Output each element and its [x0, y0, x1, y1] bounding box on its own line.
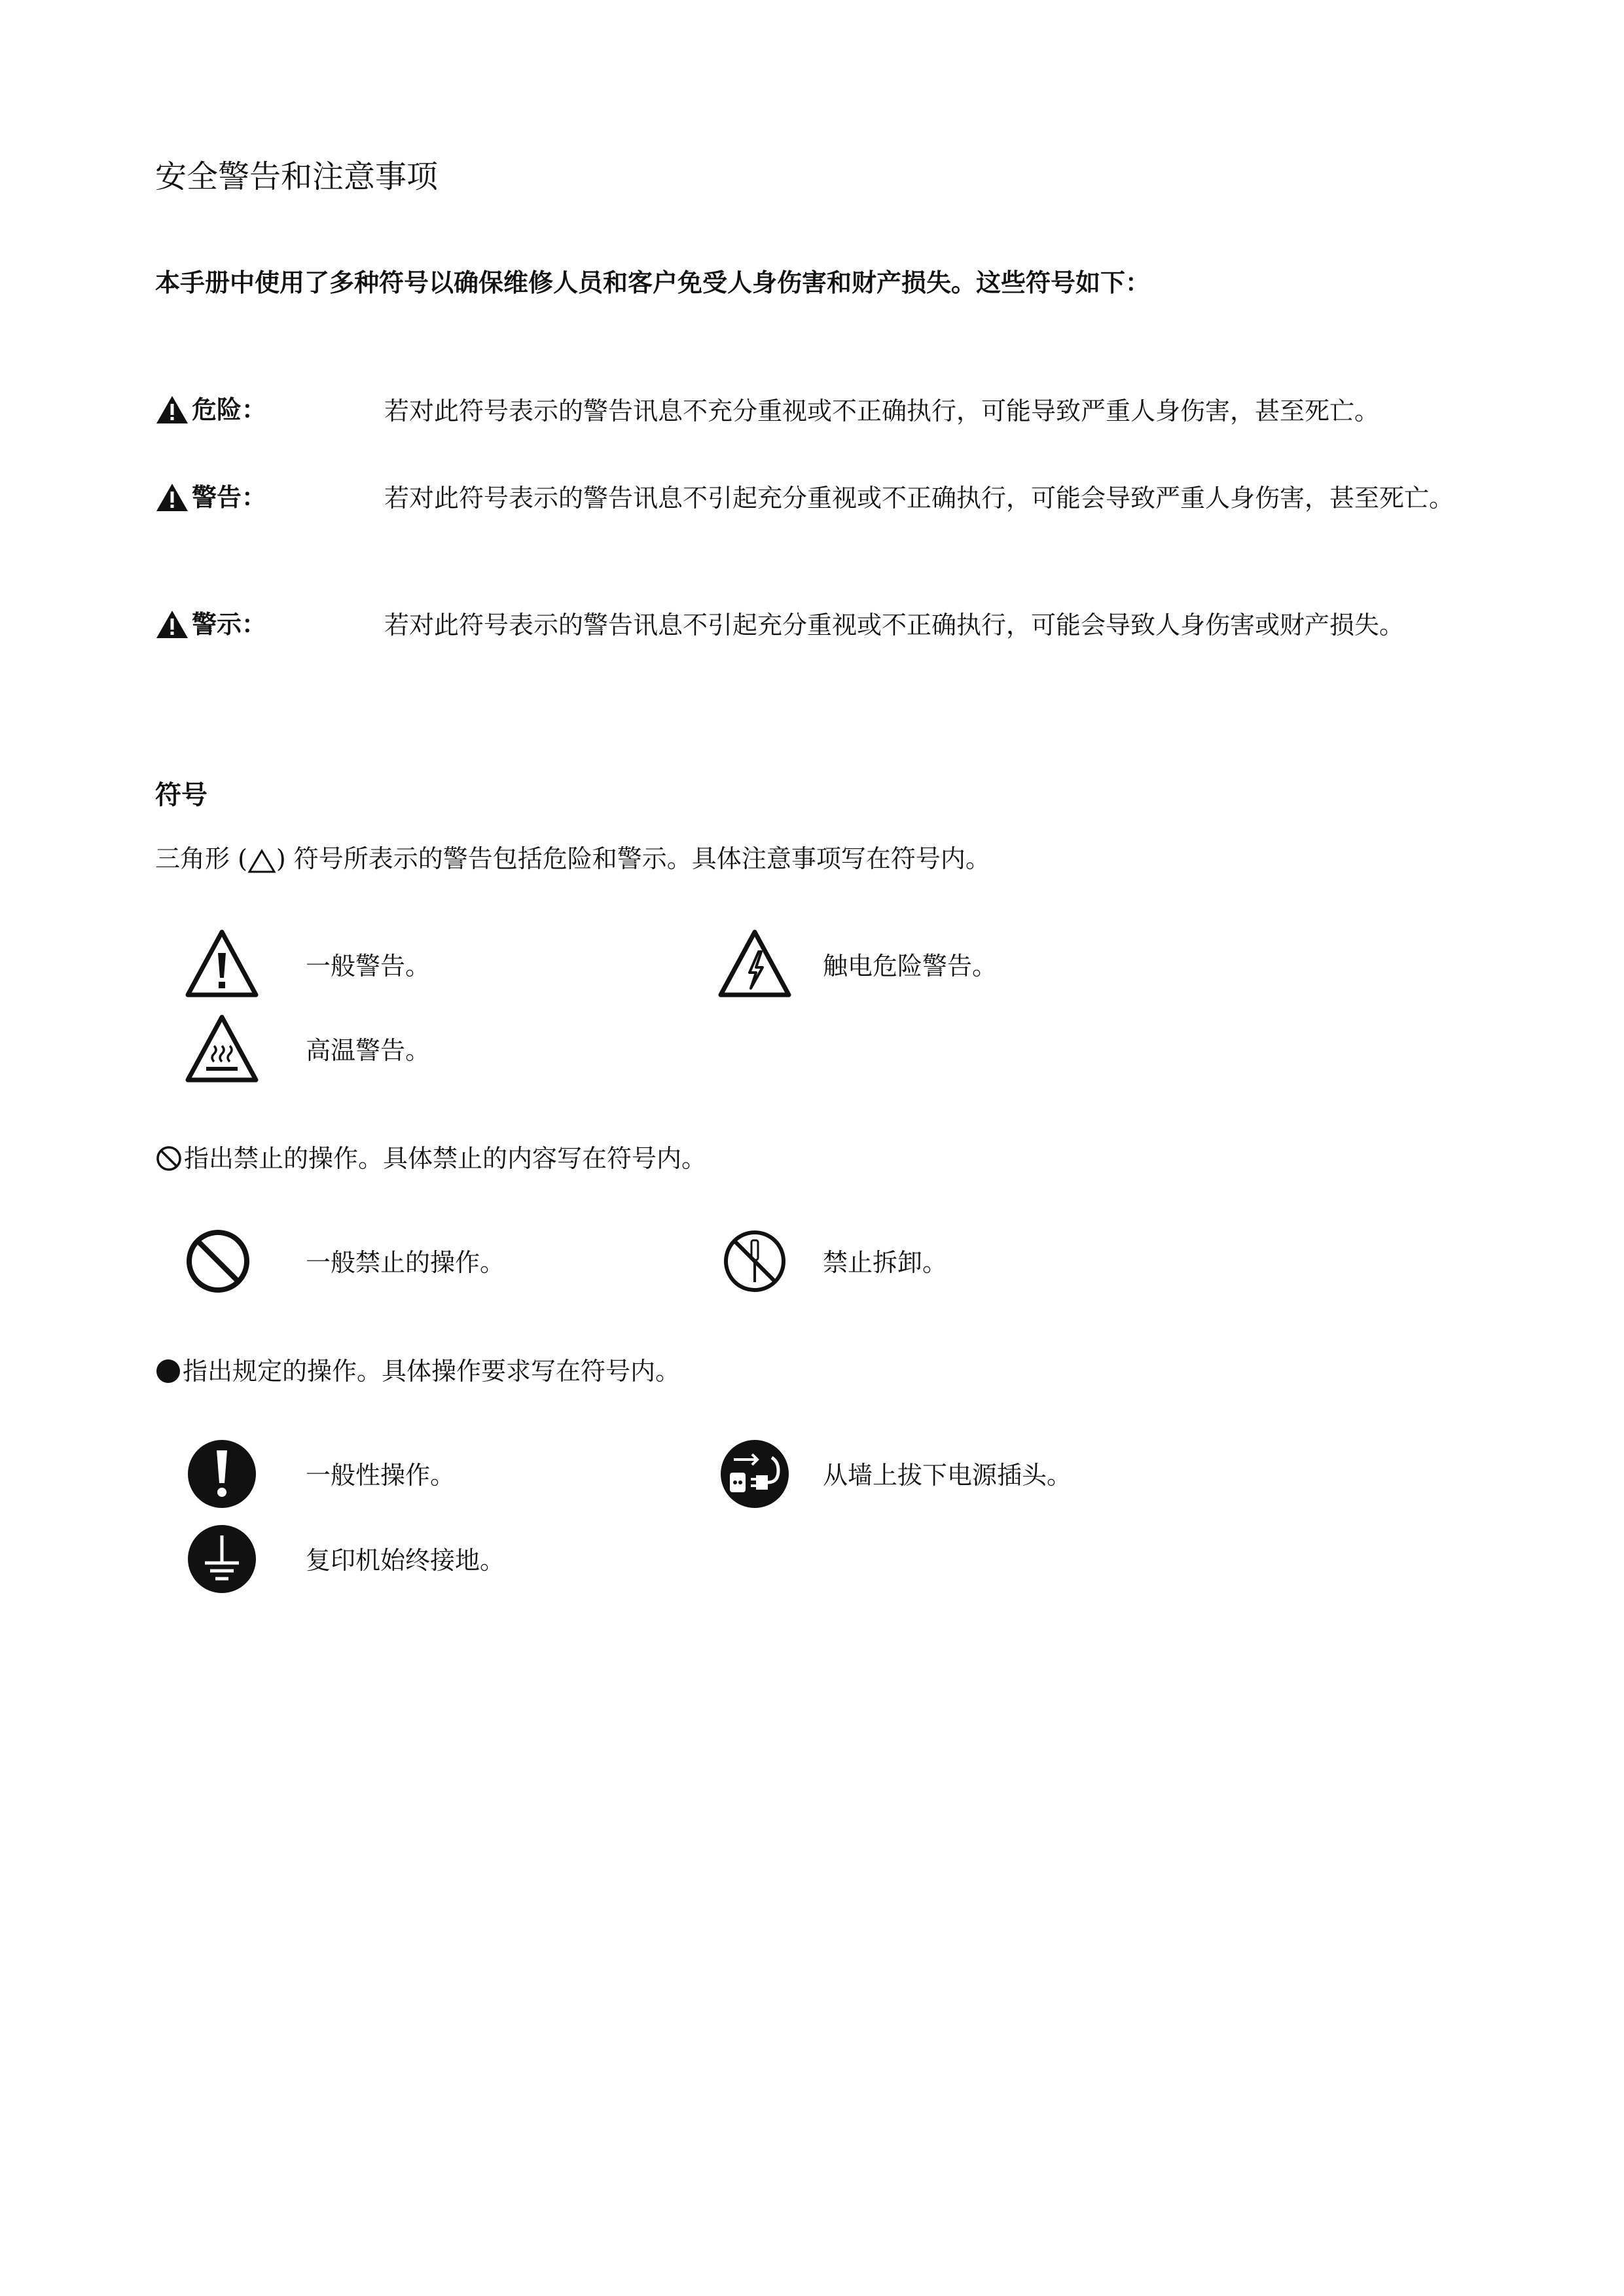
required-paragraph — [155, 1352, 680, 1391]
general-warning-icon — [185, 928, 259, 1001]
triangle-text-prefix: 三角形 ( — [155, 844, 247, 873]
ground-icon — [185, 1522, 259, 1596]
high-temperature-warning-icon — [185, 1013, 259, 1086]
triangle-text-suffix: ) 符号所表示的警告包括危险和警示。具体注意事项写在符号内。 — [276, 844, 990, 873]
general-action-label: 一般性操作。 — [306, 1461, 456, 1490]
general-action-icon — [185, 1437, 259, 1511]
no-disassembly-label: 禁止拆卸。 — [823, 1248, 948, 1277]
warning-label-text: 警告： — [192, 483, 267, 512]
general-prohibition-label: 一般禁止的操作。 — [306, 1248, 505, 1277]
danger-label — [155, 391, 266, 428]
page-title: 安全警告和注意事项 — [155, 158, 439, 195]
general-warning-label: 一般警告。 — [306, 952, 431, 980]
caution-label — [155, 606, 266, 643]
warning-triangle-icon — [155, 609, 189, 639]
no-disassembly-icon — [718, 1225, 791, 1298]
high-temperature-warning-label: 高温警告。 — [306, 1036, 431, 1065]
electric-shock-warning-icon — [718, 928, 791, 1001]
unplug-label: 从墙上拔下电源插头。 — [823, 1461, 1072, 1490]
warning-triangle-icon — [155, 482, 189, 512]
unplug-icon — [718, 1437, 791, 1511]
prohibited-text: 指出禁止的操作。具体禁止的内容写在符号内。 — [184, 1144, 707, 1173]
prohibited-paragraph — [155, 1139, 706, 1178]
warning-description: 若对此符号表示的警告讯息不引起充分重视或不正确执行，可能会导致严重人身伤害，甚至死亡。 — [384, 484, 1454, 512]
general-prohibition-icon — [181, 1225, 255, 1298]
triangle-paragraph — [155, 839, 990, 878]
ground-label: 复印机始终接地。 — [306, 1546, 505, 1575]
danger-label-text: 危险： — [192, 395, 267, 424]
required-text: 指出规定的操作。具体操作要求写在符号内。 — [183, 1357, 681, 1386]
danger-description: 若对此符号表示的警告讯息不充分重视或不正确执行，可能导致严重人身伤害，甚至死亡。 — [384, 397, 1380, 425]
filled-circle-icon — [155, 1358, 181, 1384]
prohibition-small-icon — [155, 1145, 183, 1172]
intro-text: 本手册中使用了多种符号以确保维修人员和客户免受人身伤害和财产损失。这些符号如下： — [155, 268, 1151, 297]
symbols-heading: 符号 — [155, 780, 208, 810]
triangle-outline-icon — [247, 849, 276, 874]
caution-label-text: 警示： — [192, 610, 267, 639]
warning-triangle-icon — [155, 395, 189, 425]
warning-label — [155, 479, 266, 516]
electric-shock-warning-label: 触电危险警告。 — [823, 952, 998, 980]
caution-description: 若对此符号表示的警告讯息不引起充分重视或不正确执行，可能会导致人身伤害或财产损失。 — [384, 611, 1405, 639]
